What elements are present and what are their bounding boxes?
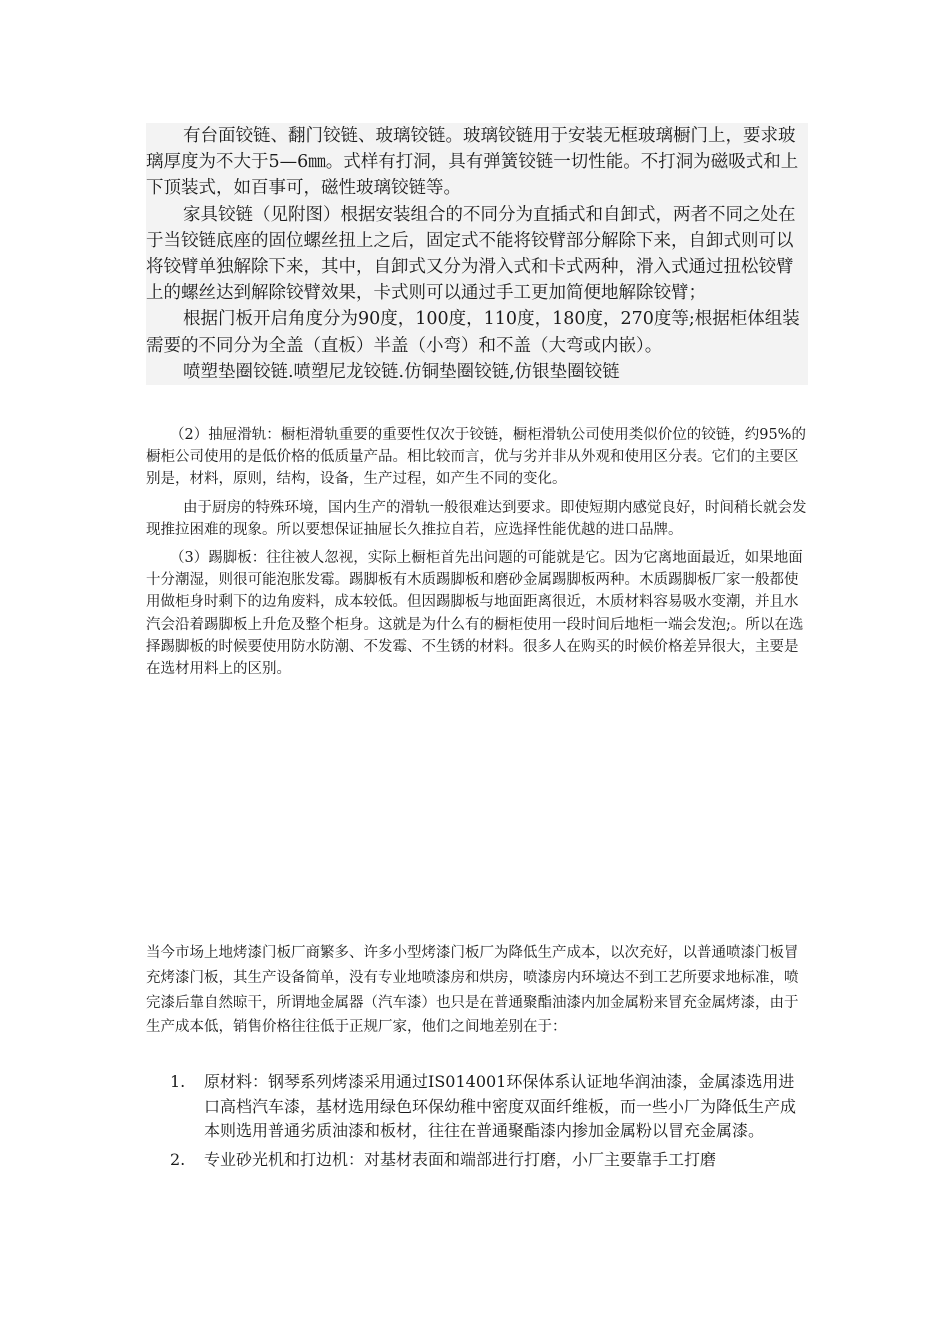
list-item [146, 1148, 808, 1173]
slide-and-kickboard-section [146, 424, 808, 686]
list-item [146, 1070, 808, 1144]
paragraph: （2）抽屉滑轨：橱柜滑轨重要的重要性仅次于铰链，橱柜滑轨公司使用类似价位的铰链，约95%的橱柜公司使用的是低价格的低质量产品。相比较而言，优与劣并非从外观和使用区分表。它们的主要区别是，材料，原则，结构，设备，生产过程，如产生不同的变化。 [146, 427, 806, 488]
list-number: 2. [170, 1149, 186, 1169]
paragraph: 喷塑垫圈铰链.喷塑尼龙铰链.仿铜垫圈铰链,仿银垫圈铰链 [183, 361, 620, 382]
paragraph: 由于厨房的特殊环境，国内生产的滑轨一般很难达到要求。即使短期内感觉良好，时间稍长就会发现推拉困难的现象。所以要想保证抽屉长久推拉自若，应选择性能优越的进口品牌。 [146, 499, 807, 538]
paragraph: 有台面铰链、翻门铰链、玻璃铰链。玻璃铰链用于安装无框玻璃橱门上，要求玻璃厚度为不大于5—6㎜。式样有打洞，具有弹簧铰链一切性能。不打洞为磁吸式和上下顶装式，如百事可，磁性玻璃铰链等。 [146, 126, 799, 199]
list-text: 原材料：钢琴系列烤漆采用通过IS014001环保体系认证地华润油漆，金属漆选用进口高档汽车漆，基材选用绿色环保幼稚中密度双面纤维板，而一些小厂为降低生产成本则选用普通劣质油漆和板材，往往在普通聚酯漆内掺加金属粉以冒充金属漆。 [204, 1072, 797, 1140]
paragraph: 家具铰链（见附图）根据安装组合的不同分为直插式和自卸式，两者不同之处在于当铰链底座的固位螺丝扭上之后，固定式不能将铰臂部分解除下来，自卸式则可以将铰臂单独解除下来，其中，自卸式又分为滑入式和卡式两种，滑入式通过扭松铰臂上的螺丝达到解除铰臂效果，卡式则可以通过手工更加简便地解除铰臂； [146, 204, 796, 304]
paragraph: （3）踢脚板：往往被人忽视，实际上橱柜首先出问题的可能就是它。因为它离地面最近，如果地面十分潮湿，则很可能泡胀发霉。踢脚板有木质踢脚板和磨砂金属踢脚板两种。木质踢脚板厂家一般都使用做柜身时剩下的边角废料，成本较低。但因踢脚板与地面距离很近，木质材料容易吸水变潮，并且水汽会沿着踢脚板上升危及整个柜身。这就是为什么有的橱柜使用一段时间后地柜一端会发泡;。所以在选择踢脚板的时候要使用防水防潮、不发霉、不生锈的材料。很多人在购买的时候价格差异很大，主要是在选材用料上的区别。 [146, 550, 804, 678]
list-text: 专业砂光机和打边机：对基材表面和端部进行打磨，小厂主要靠手工打磨 [204, 1149, 717, 1169]
paragraph: 当今市场上地烤漆门板厂商繁多、许多小型烤漆门板厂为降低生产成本，以次充好，以普通喷漆门板冒充烤漆门板，其生产设备简单，没有专业地喷漆房和烘房，喷漆房内环境达不到工艺所要求地标准，喷完漆后靠自然晾干，所谓地金属器（汽车漆）也只是在普通聚酯油漆内加金属粉来冒充金属烤漆，由于生产成本低，销售价格往往低于正规厂家，他们之间地差别在于： [146, 945, 799, 1036]
paint-door-section [146, 941, 808, 1040]
paragraph: 根据门板开启角度分为90度，100度，110度，180度，270度等;根据柜体组装需要的不同分为全盖（直板）半盖（小弯）和不盖（大弯或内嵌）。 [146, 309, 800, 356]
list-number: 1. [170, 1072, 186, 1091]
hinge-section [146, 123, 808, 385]
numbered-list [146, 1070, 808, 1176]
